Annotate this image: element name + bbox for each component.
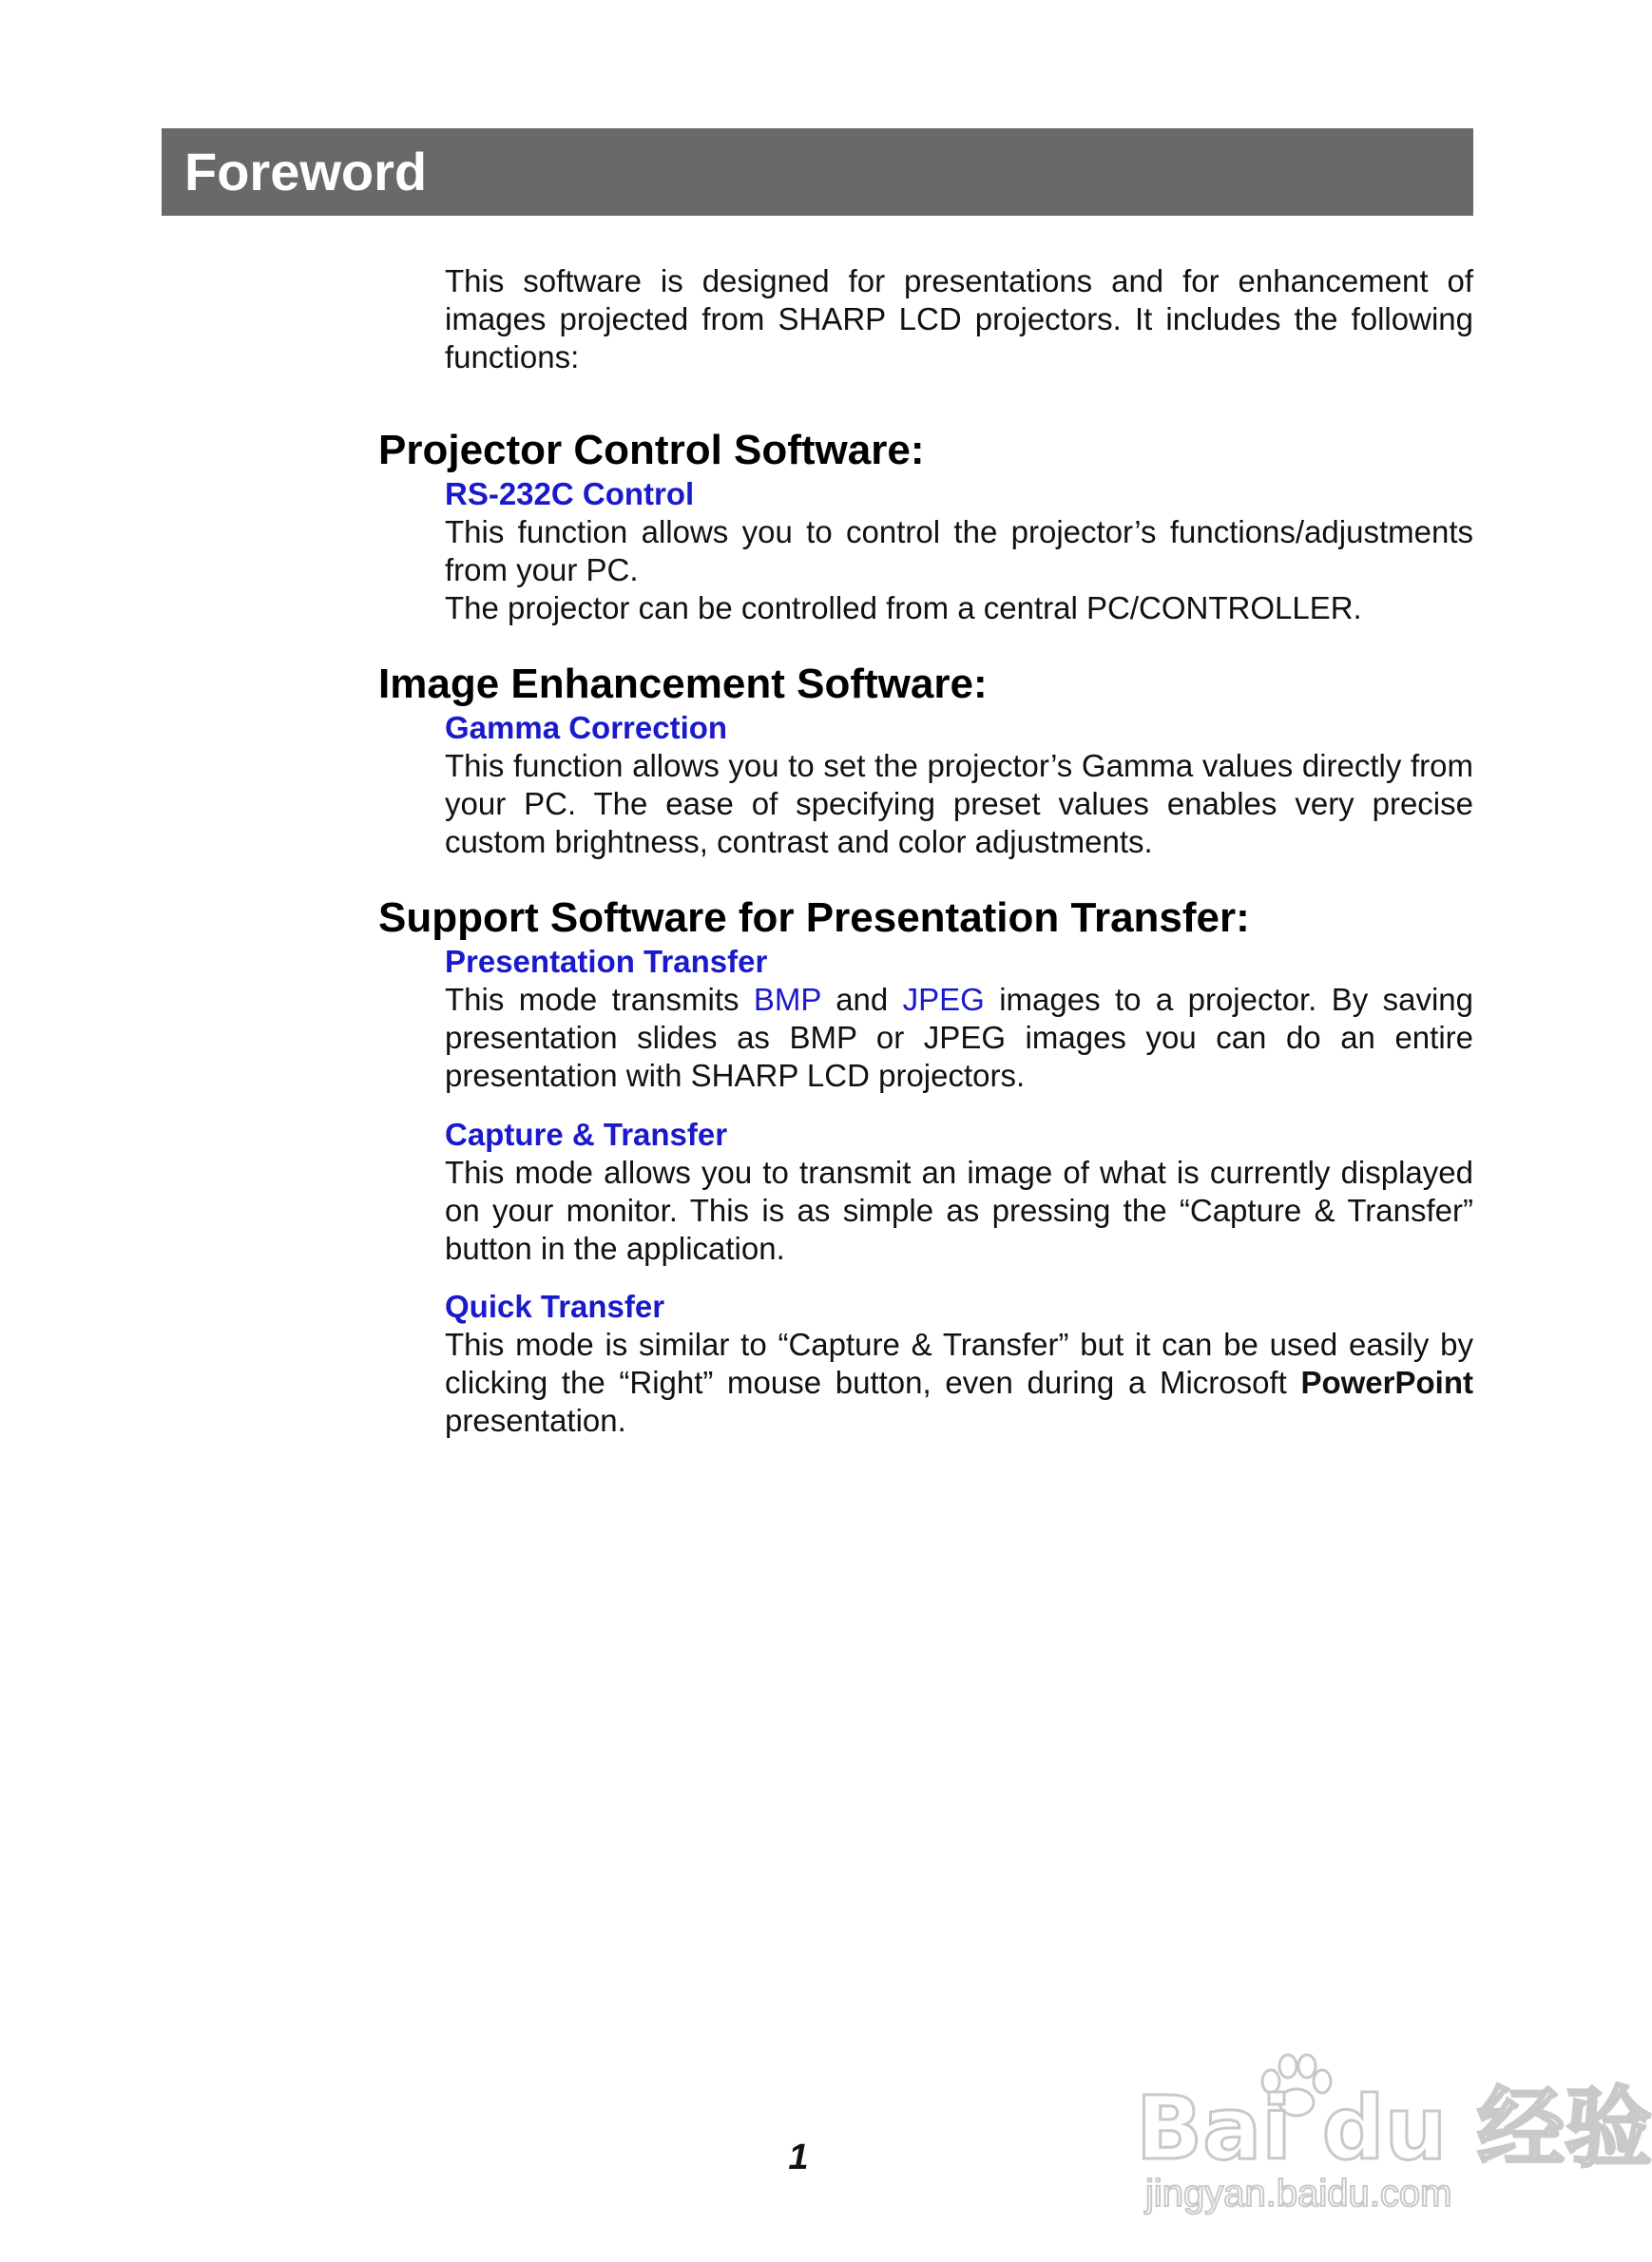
section-heading-image-enhancement: Image Enhancement Software: bbox=[378, 661, 988, 707]
subheading-presentation-transfer: Presentation Transfer bbox=[445, 944, 768, 979]
rs232c-central-control: The projector can be controlled from a central PC/CONTROLLER. bbox=[445, 590, 1362, 625]
page-number: 1 bbox=[788, 2137, 809, 2177]
rs232c-description: This function allows you to control the projector’s functions/adjustments from your PC. bbox=[445, 514, 1473, 587]
subheading-capture-transfer: Capture & Transfer bbox=[445, 1117, 728, 1152]
quick-transfer-text-end: presentation. bbox=[445, 1403, 626, 1438]
bmp-link[interactable]: BMP bbox=[753, 982, 821, 1017]
quick-transfer-description bbox=[445, 1326, 1473, 1440]
section-heading-presentation-transfer: Support Software for Presentation Transfer: bbox=[378, 894, 1250, 941]
quick-transfer-text-start: This mode is similar to “Capture & Transfer” but it can be used easily by clicking the “Right” mouse button, even during a Microsoft bbox=[445, 1327, 1473, 1400]
presentation-transfer-description bbox=[445, 981, 1473, 1095]
powerpoint-label: PowerPoint bbox=[1300, 1365, 1473, 1400]
subheading-quick-transfer: Quick Transfer bbox=[445, 1289, 665, 1324]
capture-transfer-description: This mode allows you to transmit an image of what is currently displayed on your monitor. This is as simple as pressing the “Capture & Transfer” button in the application. bbox=[445, 1155, 1473, 1266]
baidu-watermark bbox=[1136, 2053, 1652, 2214]
watermark-brand: Bai du 经验 bbox=[1136, 2078, 1652, 2179]
watermark-url: jingyan.baidu.com bbox=[1145, 2173, 1452, 2214]
subheading-rs232c-control: RS-232C Control bbox=[445, 476, 695, 511]
presentation-transfer-text-end: images to a projector. By saving presentation slides as BMP or JPEG images you can do an entire presentation with SHARP LCD projectors. bbox=[445, 982, 1474, 1093]
section-heading-projector-control: Projector Control Software: bbox=[378, 427, 925, 473]
gamma-description: This function allows you to set the projector’s Gamma values directly from your PC. The ease of specifying preset values enables very precise custom brightness, contrast and color adjustments. bbox=[445, 748, 1473, 859]
presentation-transfer-text-mid: and bbox=[820, 982, 903, 1017]
subheading-gamma-correction: Gamma Correction bbox=[445, 710, 728, 745]
page-title: Foreword bbox=[184, 142, 428, 201]
presentation-transfer-text-start: This mode transmits bbox=[445, 982, 754, 1017]
title-banner bbox=[162, 128, 1473, 216]
jpeg-link[interactable]: JPEG bbox=[902, 982, 985, 1017]
intro-paragraph: This software is designed for presentations and for enhancement of images projected from SHARP LCD projectors. It includes the following functions: bbox=[445, 263, 1473, 374]
